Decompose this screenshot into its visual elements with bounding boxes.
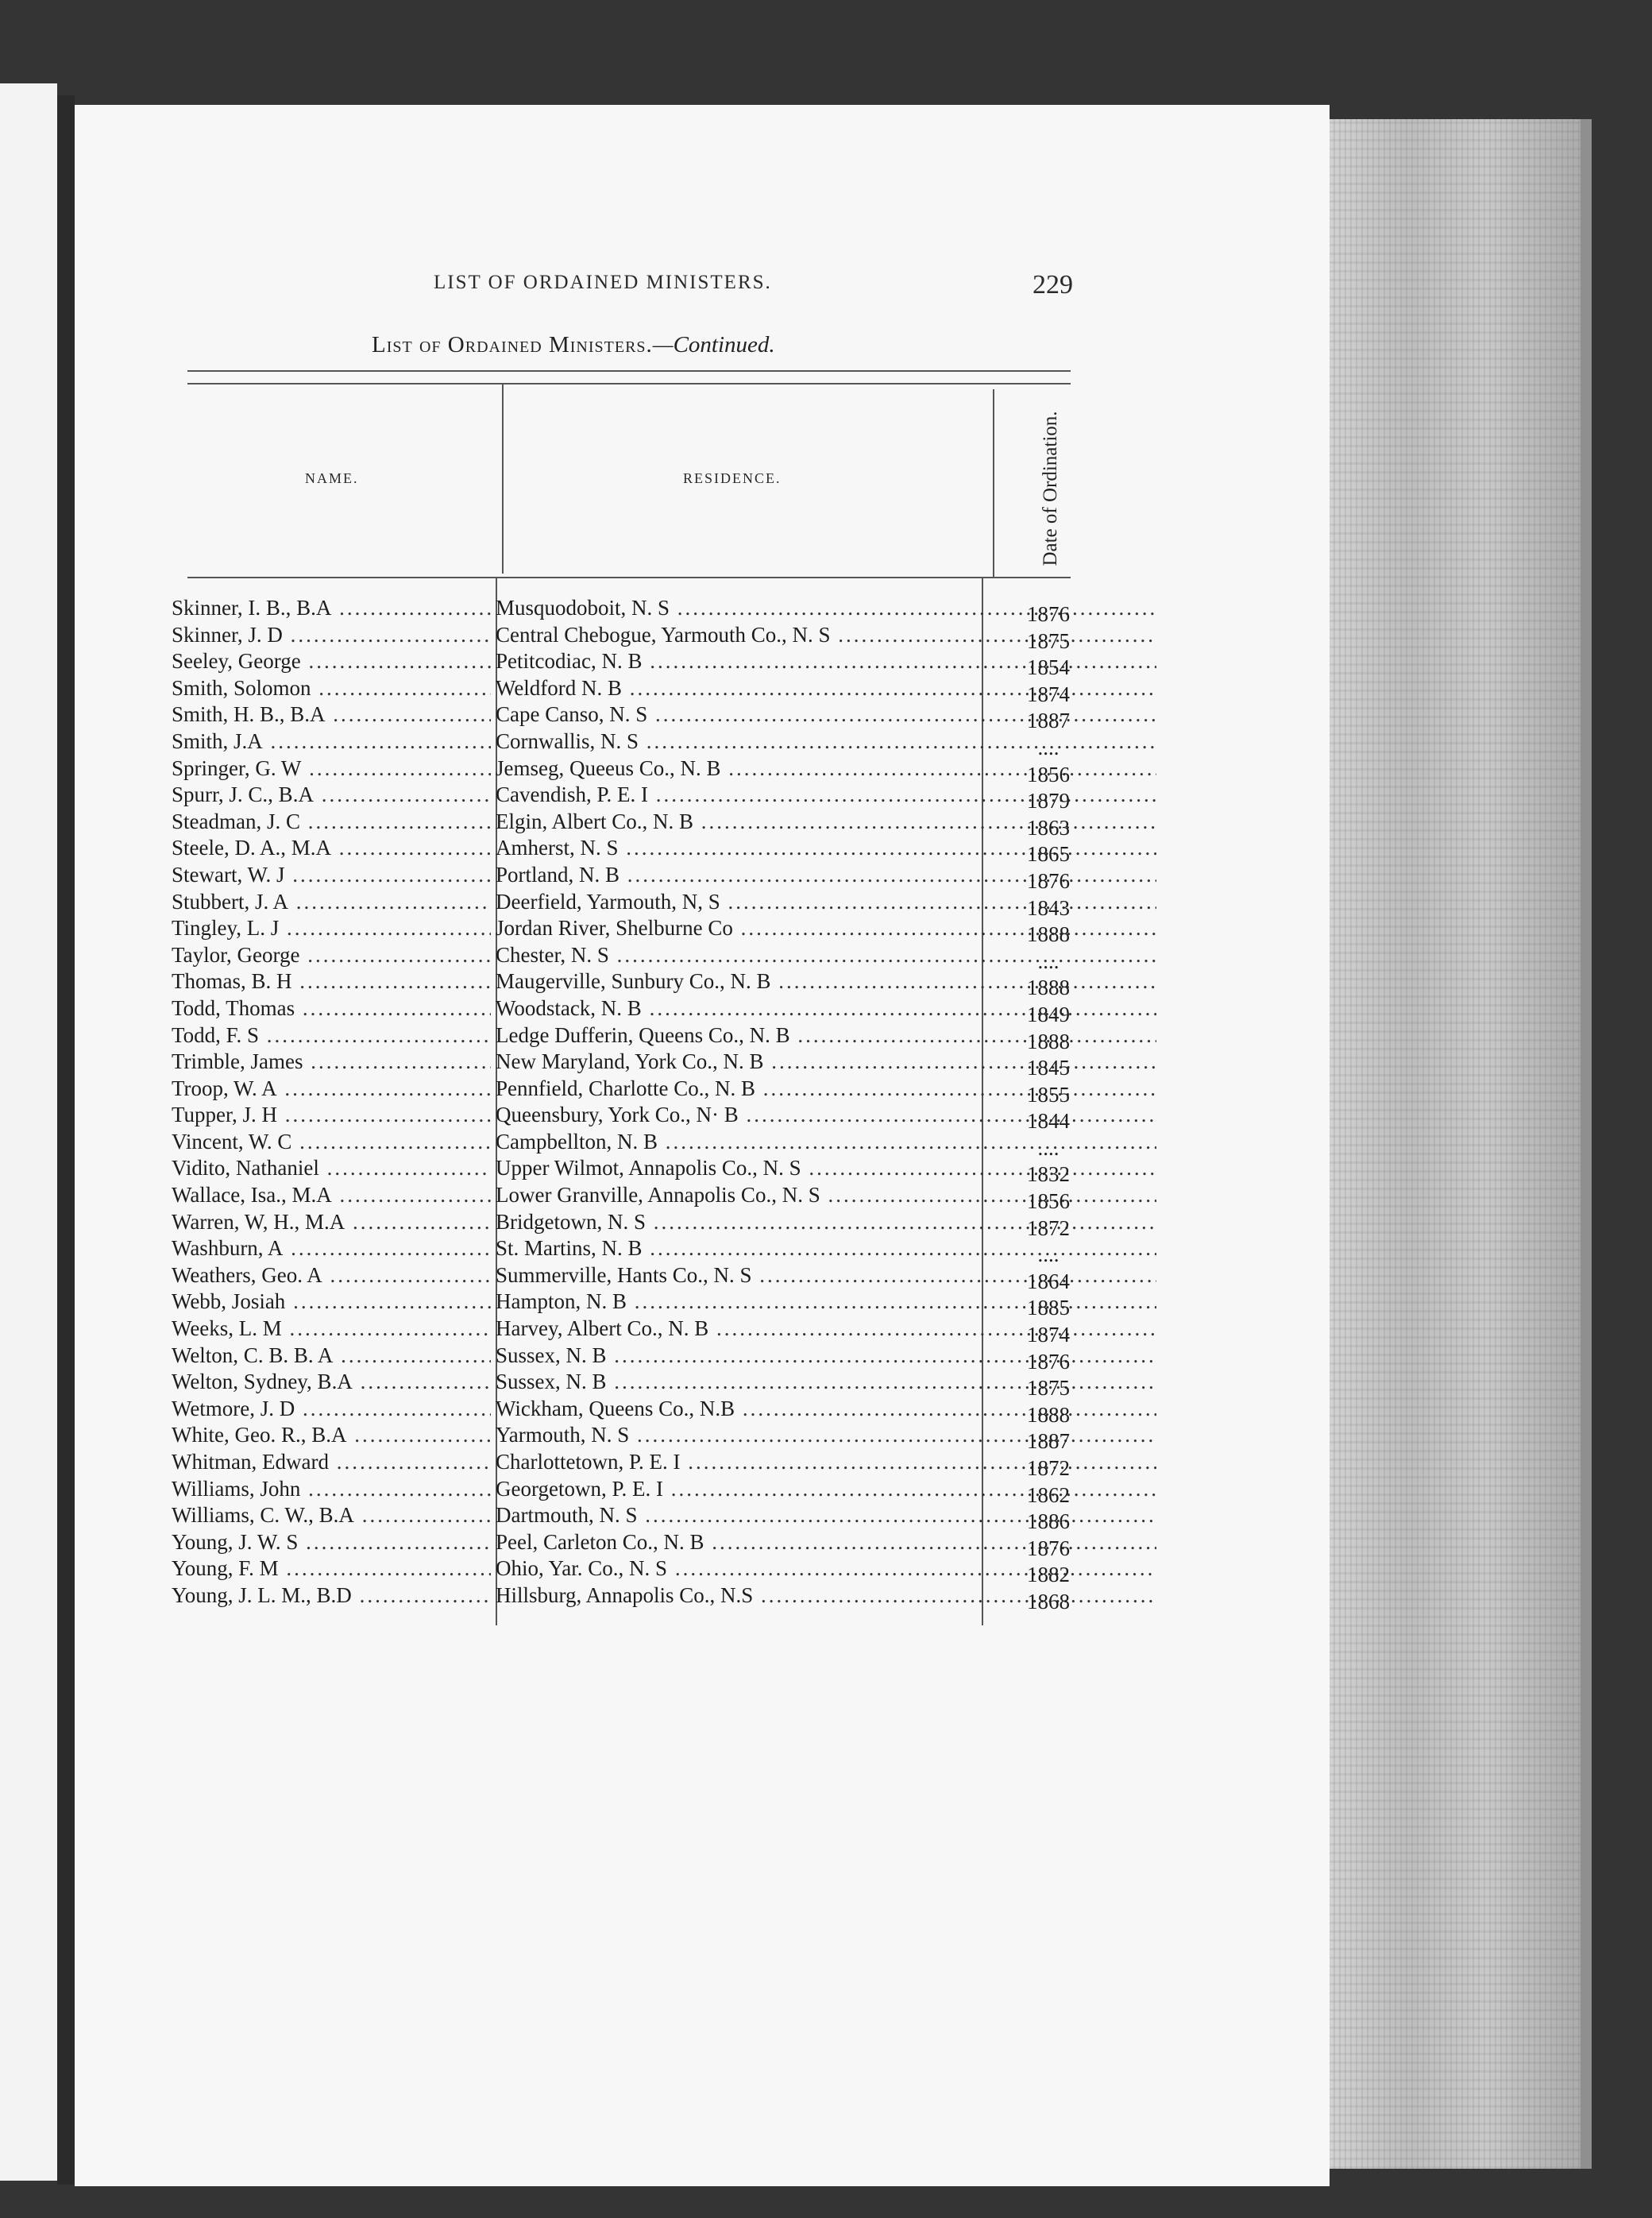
minister-name: Tingley, L. J ..... bbox=[172, 916, 491, 941]
minister-residence: Peel, Carleton Co., N. B ..... bbox=[496, 1530, 1156, 1555]
minister-residence: Petitcodiac, N. B ..... bbox=[496, 649, 1156, 674]
minister-residence: Elgin, Albert Co., N. B ..... bbox=[496, 810, 1156, 834]
ordination-year: 1879 bbox=[1027, 789, 1070, 813]
table-row bbox=[172, 1183, 1085, 1214]
ordination-year: 1874 bbox=[1027, 682, 1070, 706]
ordination-year: 1862 bbox=[1027, 1482, 1070, 1507]
minister-name: Smith, H. B., B.A ..... bbox=[172, 702, 491, 727]
minister-residence: Harvey, Albert Co., N. B ..... bbox=[496, 1316, 1156, 1341]
minister-residence: Weldford N. B ..... bbox=[496, 676, 1156, 701]
table-row bbox=[172, 1262, 1085, 1293]
minister-residence: Musquodoboit, N. S ..... bbox=[496, 596, 1156, 620]
minister-residence: Sussex, N. B ..... bbox=[496, 1343, 1156, 1368]
table-row bbox=[172, 1049, 1085, 1080]
ordination-year: 1856 bbox=[1027, 1189, 1070, 1214]
minister-residence: Dartmouth, N. S ..... bbox=[496, 1503, 1156, 1528]
minister-residence: Jemseg, Queeus Co., N. B ..... bbox=[496, 756, 1156, 781]
minister-name: Young, J. W. S ..... bbox=[172, 1530, 491, 1555]
date-column-header bbox=[1032, 413, 1069, 564]
page-number: 229 bbox=[1032, 270, 1073, 299]
minister-residence: Ohio, Yar. Co., N. S ..... bbox=[496, 1556, 1156, 1581]
minister-residence: Cavendish, P. E. I ..... bbox=[496, 782, 1156, 807]
ordination-year: 1888 bbox=[1027, 1029, 1070, 1053]
ordination-year: 1885 bbox=[1027, 1296, 1070, 1320]
minister-residence: Jordan River, Shelburne Co ..... bbox=[496, 916, 1156, 941]
ordination-year: 1876 bbox=[1027, 1536, 1070, 1560]
ordination-year: 1875 bbox=[1027, 1376, 1070, 1401]
minister-residence: Cape Canso, N. S ..... bbox=[496, 702, 1156, 727]
table-row bbox=[172, 1343, 1085, 1374]
ordination-year: 1856 bbox=[1027, 762, 1070, 786]
ordination-year: .... bbox=[1037, 1135, 1060, 1160]
minister-residence: St. Martins, N. B ..... bbox=[496, 1236, 1156, 1261]
minister-name: Young, F. M ..... bbox=[172, 1556, 491, 1581]
ordination-year: 1845 bbox=[1027, 1056, 1070, 1080]
minister-residence: Woodstack, N. B ..... bbox=[496, 996, 1156, 1021]
minister-name: Steadman, J. C ..... bbox=[172, 810, 491, 834]
minister-residence: Georgetown, P. E. I ..... bbox=[496, 1477, 1156, 1501]
table-row bbox=[172, 1316, 1085, 1347]
table-row bbox=[172, 1396, 1085, 1427]
gutter-shadow bbox=[57, 95, 75, 2185]
table-row bbox=[172, 809, 1085, 840]
ordination-year: 1864 bbox=[1027, 1269, 1070, 1293]
table-row bbox=[172, 675, 1085, 706]
header-divider-2 bbox=[993, 389, 994, 577]
ordination-year: 1886 bbox=[1027, 1509, 1070, 1534]
minister-residence: Cornwallis, N. S ..... bbox=[496, 729, 1156, 754]
ordination-year: 1874 bbox=[1027, 1323, 1070, 1347]
table-title bbox=[372, 332, 775, 358]
minister-residence: Lower Granville, Annapolis Co., N. S ..... bbox=[496, 1183, 1156, 1208]
minister-residence: Charlottetown, P. E. I ..... bbox=[496, 1450, 1156, 1474]
minister-name: Tupper, J. H ..... bbox=[172, 1103, 491, 1127]
table-row bbox=[172, 1022, 1085, 1053]
minister-residence: New Maryland, York Co., N. B ..... bbox=[496, 1049, 1156, 1074]
minister-name: Stewart, W. J ..... bbox=[172, 863, 491, 887]
table-title-continued: —Continued. bbox=[652, 332, 775, 357]
ordination-year: 1844 bbox=[1027, 1109, 1070, 1134]
ordination-year: 1882 bbox=[1027, 1563, 1070, 1587]
minister-residence: Ledge Dufferin, Queens Co., N. B ..... bbox=[496, 1023, 1156, 1048]
ordination-year: 1872 bbox=[1027, 1215, 1070, 1240]
ordination-year: 1872 bbox=[1027, 1456, 1070, 1480]
minister-residence: Hillsburg, Annapolis Co., N.S ..... bbox=[496, 1583, 1156, 1608]
ordination-year: 1888 bbox=[1027, 922, 1070, 947]
ordination-year: 1888 bbox=[1027, 976, 1070, 1000]
ordination-year: 1854 bbox=[1027, 655, 1070, 680]
name-column-header: NAME. bbox=[305, 470, 359, 486]
table-row bbox=[172, 1503, 1085, 1534]
table-row bbox=[172, 702, 1085, 733]
minister-residence: Deerfield, Yarmouth, N, S ..... bbox=[496, 890, 1156, 914]
minister-name: Weathers, Geo. A ..... bbox=[172, 1263, 491, 1288]
minister-residence: Yarmouth, N. S ..... bbox=[496, 1423, 1156, 1447]
table-row bbox=[172, 836, 1085, 867]
ordination-year: 1868 bbox=[1027, 1589, 1070, 1613]
header-divider-1 bbox=[502, 383, 504, 574]
minister-name: Steele, D. A., M.A ..... bbox=[172, 836, 491, 860]
ordination-year: 1876 bbox=[1027, 868, 1070, 893]
minister-name: Stubbert, J. A ..... bbox=[172, 890, 491, 914]
minister-name: Williams, C. W., B.A ..... bbox=[172, 1503, 491, 1528]
minister-name: Welton, Sydney, B.A ..... bbox=[172, 1370, 491, 1394]
minister-name: Webb, Josiah ..... bbox=[172, 1289, 491, 1314]
ministers-list bbox=[172, 596, 1085, 1613]
minister-name: Weeks, L. M ..... bbox=[172, 1316, 491, 1341]
minister-residence: Amherst, N. S ..... bbox=[496, 836, 1156, 860]
table-row bbox=[172, 969, 1085, 1000]
ordination-year: 1888 bbox=[1027, 1402, 1070, 1427]
table-row bbox=[172, 1129, 1085, 1160]
table-row bbox=[172, 1370, 1085, 1401]
ordination-year: 1876 bbox=[1027, 1349, 1070, 1374]
minister-name: Washburn, A ..... bbox=[172, 1236, 491, 1261]
minister-residence: Summerville, Hants Co., N. S ..... bbox=[496, 1263, 1156, 1288]
ordination-year: 1875 bbox=[1027, 628, 1070, 653]
ordination-year: 1832 bbox=[1027, 1162, 1070, 1187]
minister-residence: Chester, N. S ..... bbox=[496, 943, 1156, 968]
table-row bbox=[172, 889, 1085, 920]
minister-residence: Sussex, N. B ..... bbox=[496, 1370, 1156, 1394]
table-row bbox=[172, 1209, 1085, 1240]
minister-residence: Bridgetown, N. S ..... bbox=[496, 1210, 1156, 1235]
minister-name: Wetmore, J. D ..... bbox=[172, 1397, 491, 1421]
minister-name: Smith, Solomon ..... bbox=[172, 676, 491, 701]
ordination-year: 1863 bbox=[1027, 815, 1070, 840]
table-row bbox=[172, 1582, 1085, 1613]
table-top-rule-inner bbox=[187, 383, 1071, 384]
minister-name: Springer, G. W ..... bbox=[172, 756, 491, 781]
page-block-edge bbox=[1328, 119, 1590, 2169]
table-row bbox=[172, 728, 1085, 759]
table-row bbox=[172, 1076, 1085, 1107]
ordination-year: .... bbox=[1037, 1242, 1060, 1267]
table-row bbox=[172, 1476, 1085, 1507]
minister-name: Todd, F. S ..... bbox=[172, 1023, 491, 1048]
table-row bbox=[172, 1450, 1085, 1480]
minister-name: Skinner, I. B., B.A ..... bbox=[172, 596, 491, 620]
minister-name: White, Geo. R., B.A ..... bbox=[172, 1423, 491, 1447]
table-top-rule bbox=[187, 370, 1071, 372]
ordination-year: 1876 bbox=[1027, 602, 1070, 626]
minister-name: Skinner, J. D ..... bbox=[172, 623, 491, 647]
minister-name: Todd, Thomas ..... bbox=[172, 996, 491, 1021]
minister-residence: Upper Wilmot, Annapolis Co., N. S ..... bbox=[496, 1156, 1156, 1180]
page-block-shadow bbox=[1581, 119, 1592, 2169]
minister-residence: Queensbury, York Co., N· B ..... bbox=[496, 1103, 1156, 1127]
table-row bbox=[172, 1423, 1085, 1454]
minister-residence: Wickham, Queens Co., N.B ..... bbox=[496, 1397, 1156, 1421]
ordination-year: 1865 bbox=[1027, 842, 1070, 867]
table-row bbox=[172, 916, 1085, 947]
minister-name: Williams, John ..... bbox=[172, 1477, 491, 1501]
table-row bbox=[172, 782, 1085, 813]
ordination-year: .... bbox=[1037, 949, 1060, 973]
residence-column-header: RESIDENCE. bbox=[683, 470, 782, 486]
ordination-year: 1843 bbox=[1027, 895, 1070, 920]
running-head: LIST OF ORDAINED MINISTERS. bbox=[434, 272, 772, 293]
minister-residence: Portland, N. B ..... bbox=[496, 863, 1156, 887]
minister-residence: Pennfield, Charlotte Co., N. B ..... bbox=[496, 1076, 1156, 1101]
minister-name: Thomas, B. H ..... bbox=[172, 969, 491, 994]
table-row bbox=[172, 1156, 1085, 1187]
table-row bbox=[172, 995, 1085, 1026]
ordination-year: 1887 bbox=[1027, 1429, 1070, 1454]
table-row bbox=[172, 1103, 1085, 1134]
minister-residence: Hampton, N. B ..... bbox=[496, 1289, 1156, 1314]
minister-name: Vidito, Nathaniel ..... bbox=[172, 1156, 491, 1180]
minister-name: Welton, C. B. B. A ..... bbox=[172, 1343, 491, 1368]
ordination-year: .... bbox=[1037, 735, 1060, 759]
header-bottom-rule bbox=[187, 577, 1071, 578]
minister-residence: Maugerville, Sunbury Co., N. B ..... bbox=[496, 969, 1156, 994]
ordination-year: 1855 bbox=[1027, 1082, 1070, 1107]
minister-residence: Campbellton, N. B ..... bbox=[496, 1130, 1156, 1154]
minister-name: Whitman, Edward ..... bbox=[172, 1450, 491, 1474]
table-row bbox=[172, 1289, 1085, 1320]
table-row bbox=[172, 1556, 1085, 1587]
ordination-year: 1849 bbox=[1027, 1002, 1070, 1026]
table-row bbox=[172, 596, 1085, 626]
minister-name: Troop, W. A ..... bbox=[172, 1076, 491, 1101]
table-row bbox=[172, 862, 1085, 893]
minister-name: Wallace, Isa., M.A ..... bbox=[172, 1183, 491, 1208]
table-row bbox=[172, 622, 1085, 653]
minister-residence: Central Chebogue, Yarmouth Co., N. S ..... bbox=[496, 623, 1156, 647]
date-column-header-text: Date of Ordination. bbox=[1040, 411, 1061, 566]
minister-name: Vincent, W. C ..... bbox=[172, 1130, 491, 1154]
table-title-main: List of Ordained Ministers. bbox=[372, 332, 653, 357]
minister-name: Smith, J.A ..... bbox=[172, 729, 491, 754]
minister-name: Trimble, James ..... bbox=[172, 1049, 491, 1074]
minister-name: Spurr, J. C., B.A ..... bbox=[172, 782, 491, 807]
facing-page-edge bbox=[0, 83, 57, 2181]
ordination-year: 1887 bbox=[1027, 709, 1070, 733]
minister-name: Taylor, George ..... bbox=[172, 943, 491, 968]
minister-name: Young, J. L. M., B.D ..... bbox=[172, 1583, 491, 1608]
table-row bbox=[172, 649, 1085, 680]
table-row bbox=[172, 1236, 1085, 1267]
table-row bbox=[172, 1529, 1085, 1560]
minister-name: Seeley, George ..... bbox=[172, 649, 491, 674]
table-row bbox=[172, 942, 1085, 973]
minister-name: Warren, W, H., M.A ..... bbox=[172, 1210, 491, 1235]
table-row bbox=[172, 755, 1085, 786]
